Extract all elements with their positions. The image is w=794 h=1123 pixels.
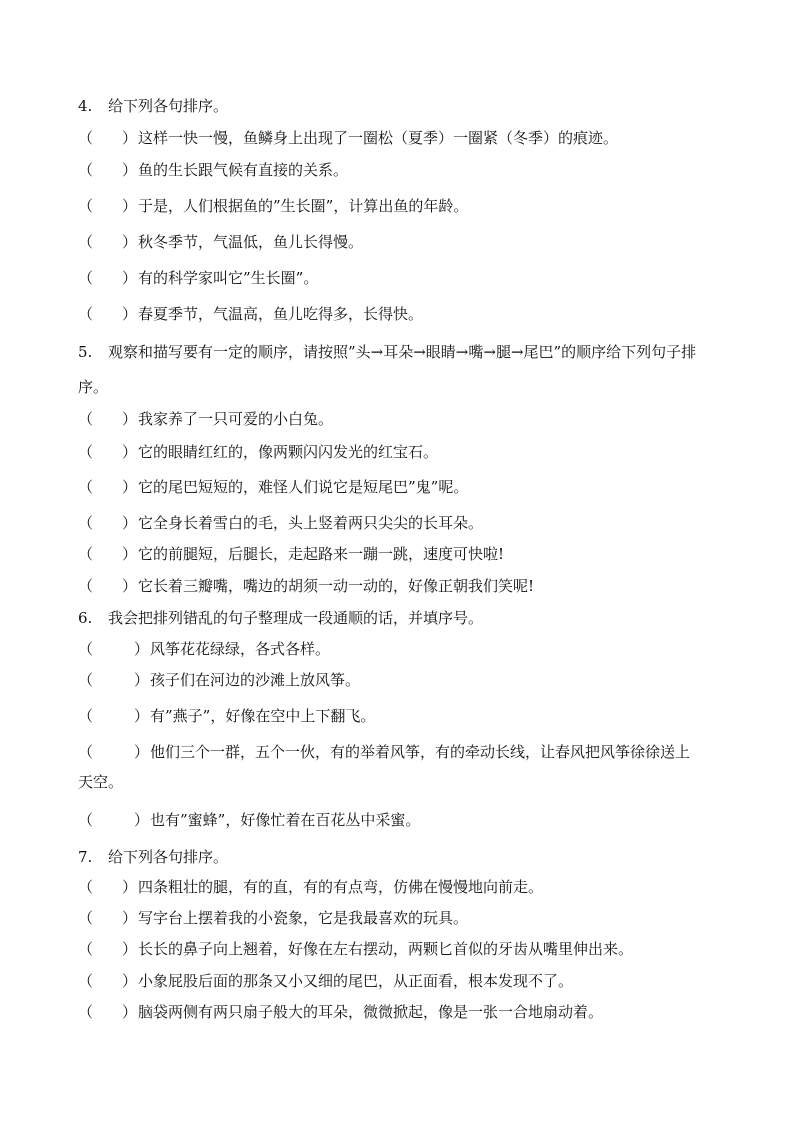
blank-close: ） bbox=[134, 811, 150, 829]
blank-open: （ bbox=[78, 545, 94, 563]
answer-item[interactable] bbox=[78, 197, 468, 215]
blank-open: （ bbox=[78, 129, 94, 147]
item-text: 它全身长着雪白的毛，头上竖着两只尖尖的长耳朵。 bbox=[138, 514, 484, 532]
question-number: 6. bbox=[78, 609, 93, 627]
item-text: 它的尾巴短短的，难怪人们说它是短尾巴”鬼”呢。 bbox=[138, 478, 469, 496]
answer-item[interactable] bbox=[78, 410, 333, 428]
answer-item[interactable] bbox=[78, 269, 318, 287]
blank-close: ） bbox=[122, 1003, 138, 1021]
question-text: 观察和描写要有一定的顺序，请按照”头→耳朵→眼睛→嘴→腿→尾巴”的顺序给下列句子排 bbox=[108, 343, 697, 361]
question-5-title bbox=[78, 343, 696, 361]
blank-close: ） bbox=[122, 443, 138, 461]
question-text: 给下列各句排序。 bbox=[108, 848, 229, 866]
blank-open: （ bbox=[78, 197, 94, 215]
item-text: 秋冬季节，气温低，鱼儿长得慢。 bbox=[138, 233, 364, 251]
answer-item[interactable] bbox=[78, 305, 423, 323]
answer-item[interactable] bbox=[78, 161, 348, 179]
blank-open: （ bbox=[78, 671, 94, 689]
answer-item[interactable] bbox=[78, 909, 468, 927]
answer-item[interactable] bbox=[78, 743, 690, 761]
question-6-title bbox=[78, 609, 483, 627]
answer-item[interactable] bbox=[78, 811, 420, 829]
blank-close: ） bbox=[122, 478, 138, 496]
item-text: 它的眼睛红红的，像两颗闪闪发光的红宝石。 bbox=[138, 443, 439, 461]
blank-open: （ bbox=[78, 478, 94, 496]
blank-close: ） bbox=[134, 743, 150, 761]
item-text: 这样一快一慢，鱼鳞身上出现了一圈松（夏季）一圈紧（冬季）的痕迹。 bbox=[138, 129, 619, 147]
blank-open: （ bbox=[78, 1003, 94, 1021]
answer-item[interactable] bbox=[78, 707, 375, 725]
question-text: 我会把排列错乱的句子整理成一段通顺的话，并填序号。 bbox=[108, 609, 484, 627]
blank-open: （ bbox=[78, 577, 94, 595]
question-number: 5. bbox=[78, 343, 93, 361]
blank-open: （ bbox=[78, 269, 94, 287]
blank-close: ） bbox=[122, 233, 138, 251]
blank-open: （ bbox=[78, 972, 94, 990]
blank-open: （ bbox=[78, 909, 94, 927]
item-text: 脑袋两侧有两只扇子般大的耳朵，微微掀起，像是一张一合地扇动着。 bbox=[138, 1003, 604, 1021]
blank-open: （ bbox=[78, 811, 94, 829]
item-text: 于是，人们根据鱼的”生长圈”，计算出鱼的年龄。 bbox=[138, 197, 469, 215]
item-text: 也有”蜜蜂”，好像忙着在百花丛中采蜜。 bbox=[150, 811, 421, 829]
blank-close: ） bbox=[122, 878, 138, 896]
blank-close: ） bbox=[122, 161, 138, 179]
blank-close: ） bbox=[122, 940, 138, 958]
blank-open: （ bbox=[78, 410, 94, 428]
blank-open: （ bbox=[78, 640, 94, 658]
question-number: 7. bbox=[78, 848, 93, 866]
blank-close: ） bbox=[122, 577, 138, 595]
blank-open: （ bbox=[78, 305, 94, 323]
answer-item[interactable] bbox=[78, 478, 468, 496]
item-text: 鱼的生长跟气候有直接的关系。 bbox=[138, 161, 349, 179]
answer-item[interactable] bbox=[78, 577, 534, 595]
answer-item[interactable] bbox=[78, 443, 438, 461]
item-text: 写字台上摆着我的小瓷象，它是我最喜欢的玩具。 bbox=[138, 909, 469, 927]
question-text-continued: 序。 bbox=[78, 378, 109, 396]
question-7-title bbox=[78, 848, 228, 866]
blank-open: （ bbox=[78, 743, 94, 761]
blank-close: ） bbox=[122, 197, 138, 215]
answer-item[interactable] bbox=[78, 878, 543, 896]
answer-item[interactable] bbox=[78, 514, 483, 532]
item-text: 我家养了一只可爱的小白兔。 bbox=[138, 410, 334, 428]
item-text-continued: 天空。 bbox=[78, 773, 124, 791]
blank-close: ） bbox=[122, 909, 138, 927]
blank-close: ） bbox=[122, 545, 138, 563]
item-text: 有的科学家叫它”生长圈”。 bbox=[138, 269, 319, 287]
blank-open: （ bbox=[78, 878, 94, 896]
item-text: 风筝花花绿绿，各式各样。 bbox=[150, 640, 331, 658]
blank-close: ） bbox=[122, 514, 138, 532]
answer-item[interactable] bbox=[78, 671, 360, 689]
item-text: 他们三个一群，五个一伙，有的举着风筝，有的牵动长线，让春风把风筝徐徐送上 bbox=[150, 743, 691, 761]
answer-item[interactable] bbox=[78, 972, 573, 990]
answer-item[interactable] bbox=[78, 1003, 603, 1021]
blank-close: ） bbox=[122, 129, 138, 147]
question-number: 4. bbox=[78, 97, 93, 115]
blank-open: （ bbox=[78, 233, 94, 251]
item-text: 孩子们在河边的沙滩上放风筝。 bbox=[150, 671, 361, 689]
item-text: 四条粗壮的腿，有的直，有的有点弯，仿佛在慢慢地向前走。 bbox=[138, 878, 544, 896]
question-text: 给下列各句排序。 bbox=[108, 97, 229, 115]
blank-close: ） bbox=[122, 972, 138, 990]
blank-open: （ bbox=[78, 514, 94, 532]
item-text: 它的前腿短，后腿长，走起路来一蹦一跳，速度可快啦! bbox=[138, 545, 505, 563]
blank-open: （ bbox=[78, 443, 94, 461]
answer-item[interactable] bbox=[78, 545, 504, 563]
item-text: 有”燕子”，好像在空中上下翻飞。 bbox=[150, 707, 376, 725]
blank-open: （ bbox=[78, 161, 94, 179]
blank-close: ） bbox=[122, 269, 138, 287]
answer-item[interactable] bbox=[78, 233, 363, 251]
item-text: 它长着三瓣嘴，嘴边的胡须一动一动的，好像正朝我们笑呢! bbox=[138, 577, 535, 595]
answer-item[interactable] bbox=[78, 640, 330, 658]
blank-close: ） bbox=[134, 707, 150, 725]
item-text: 长长的鼻子向上翘着，好像在左右摆动，两颗匕首似的牙齿从嘴里伸出来。 bbox=[138, 940, 634, 958]
item-text: 春夏季节，气温高，鱼儿吃得多，长得快。 bbox=[138, 305, 424, 323]
blank-open: （ bbox=[78, 940, 94, 958]
item-text: 小象屁股后面的那条又小又细的尾巴，从正面看，根本发现不了。 bbox=[138, 972, 574, 990]
blank-close: ） bbox=[122, 410, 138, 428]
blank-close: ） bbox=[134, 640, 150, 658]
answer-item[interactable] bbox=[78, 940, 633, 958]
question-4-title bbox=[78, 97, 228, 115]
blank-open: （ bbox=[78, 707, 94, 725]
blank-close: ） bbox=[134, 671, 150, 689]
blank-close: ） bbox=[122, 305, 138, 323]
answer-item[interactable] bbox=[78, 129, 618, 147]
